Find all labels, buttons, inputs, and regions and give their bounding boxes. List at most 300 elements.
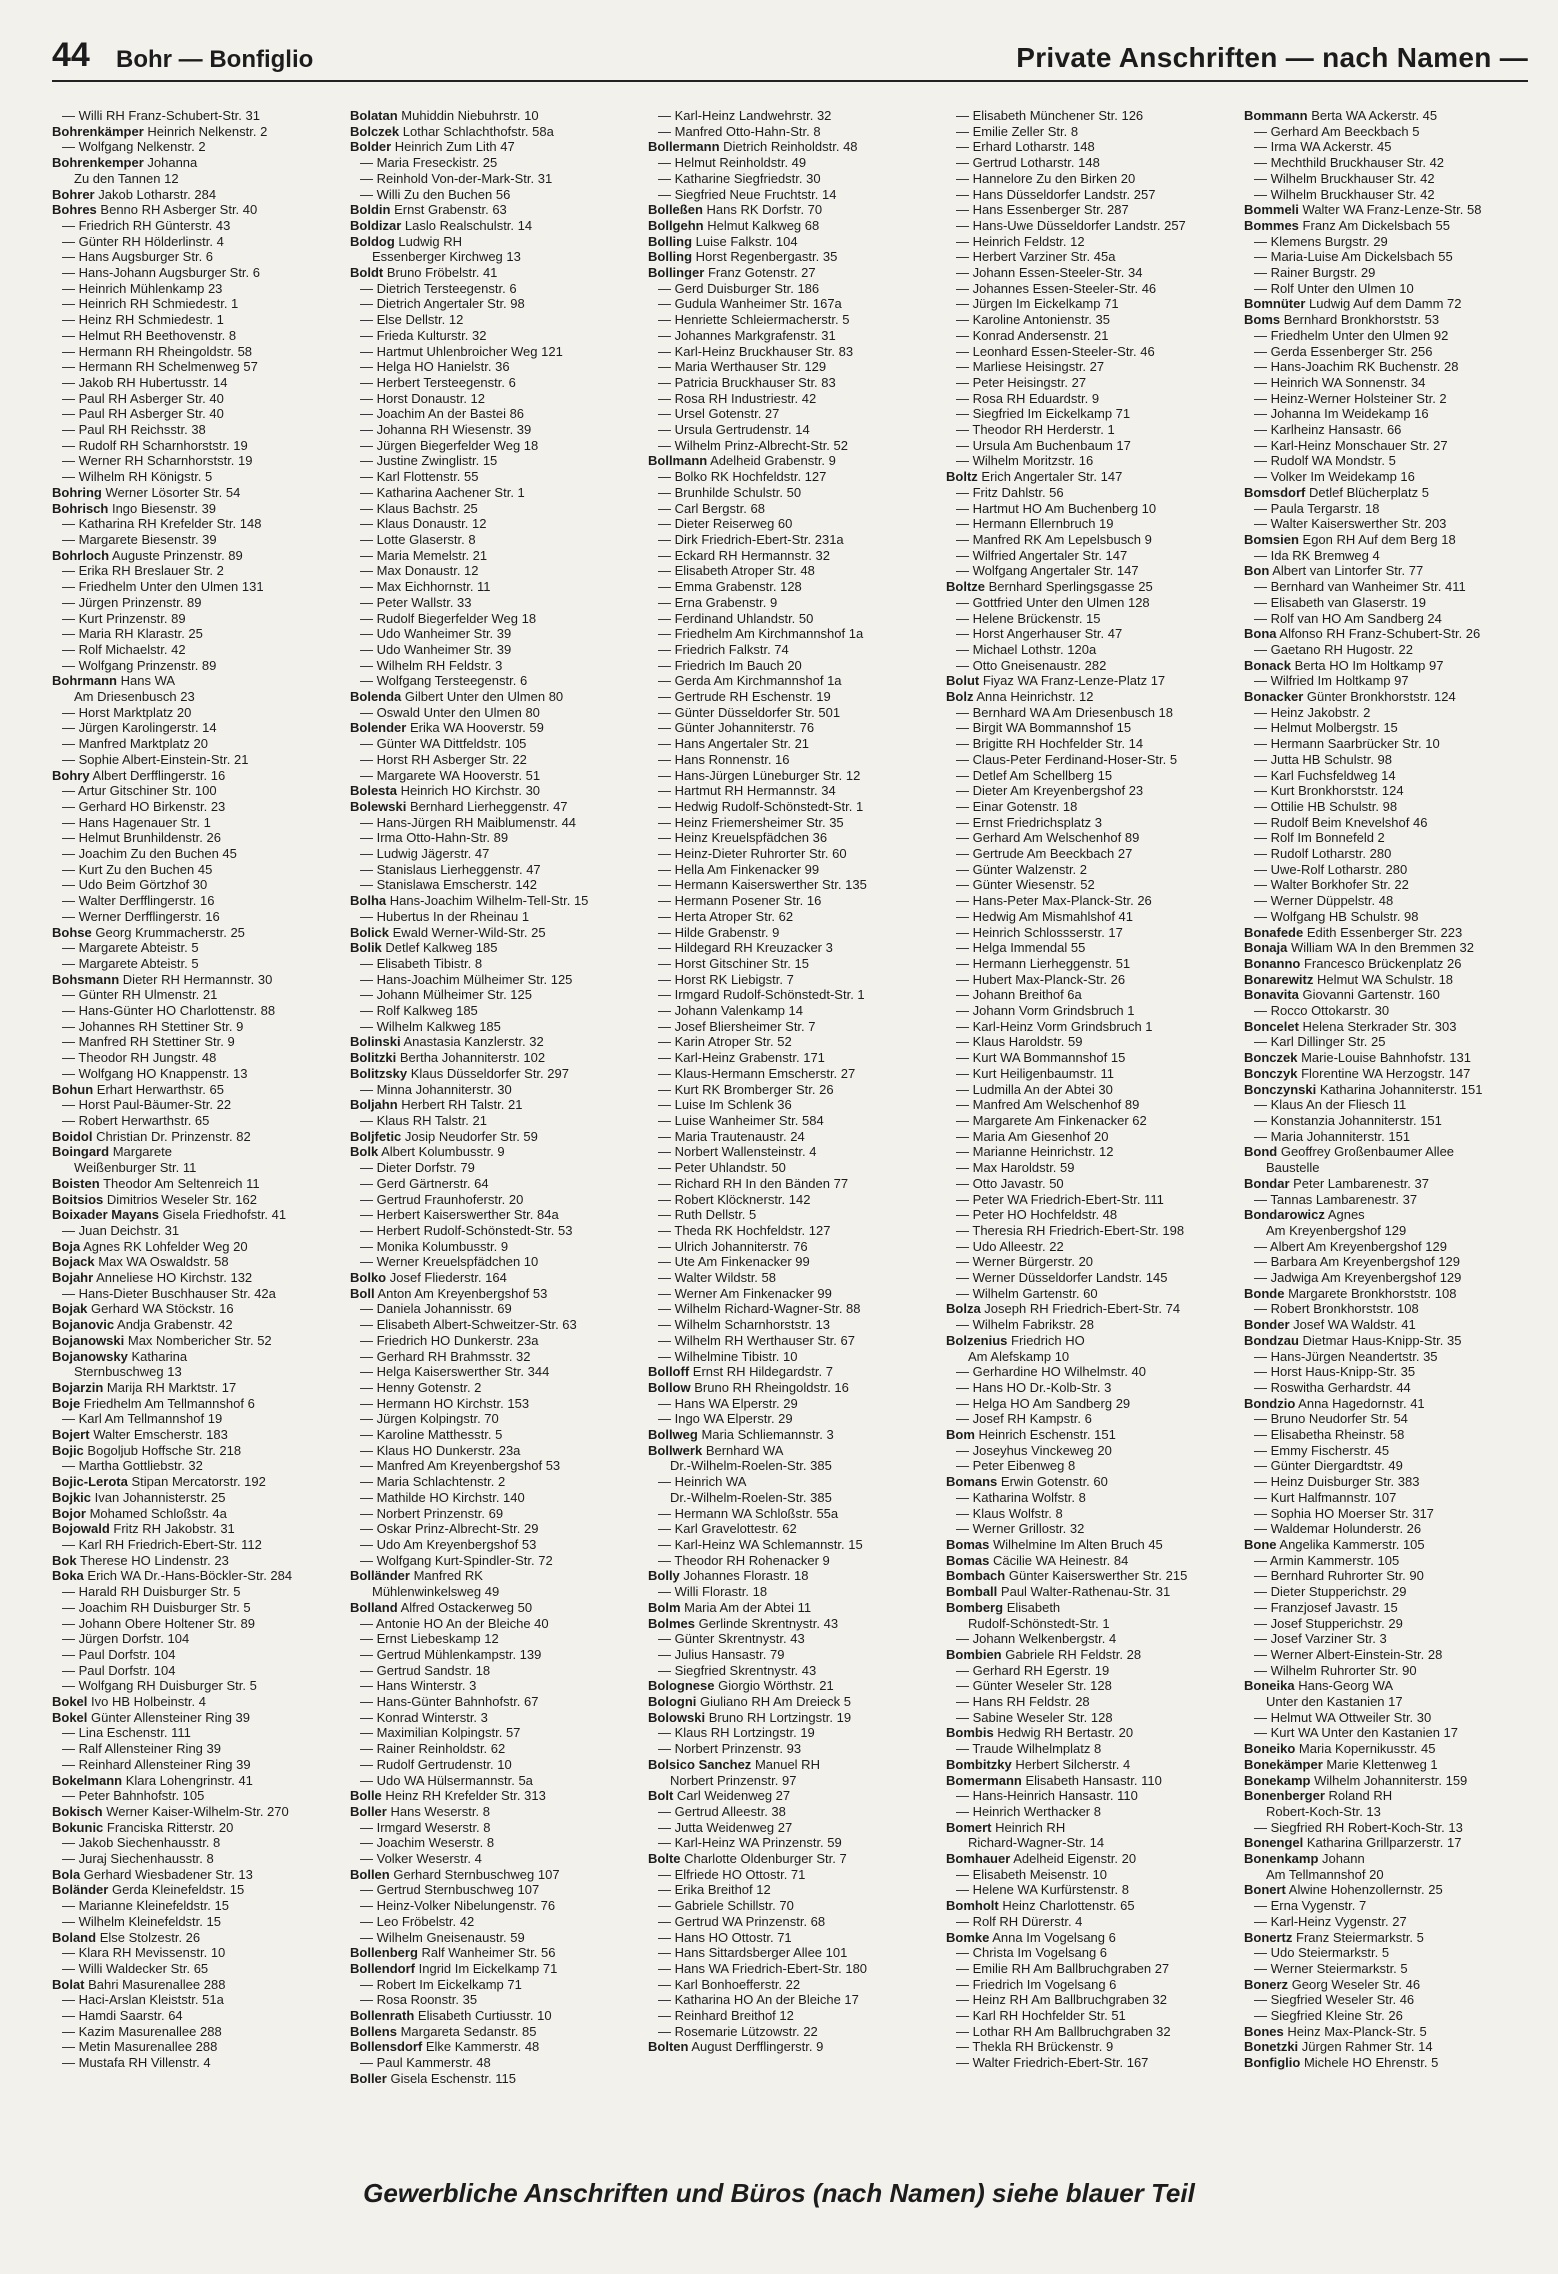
directory-entry [350, 328, 634, 344]
entry-details: — Robert Herwarthstr. 65 [62, 1113, 210, 1128]
directory-entry [648, 893, 932, 909]
directory-entry [350, 202, 634, 218]
directory-entry [52, 1192, 336, 1208]
directory-entry [52, 1694, 336, 1710]
directory-entry [350, 2055, 634, 2071]
entry-details: — Else Dellstr. 12 [360, 312, 464, 328]
directory-entry [648, 909, 932, 925]
directory-entry [1244, 234, 1528, 250]
directory-entry [946, 234, 1230, 250]
directory-entry [1244, 1741, 1528, 1757]
entry-details: — Erhard Lotharstr. 148 [956, 139, 1095, 155]
directory-entry [52, 438, 336, 454]
directory-entry [52, 1710, 336, 1726]
entry-details: Josef WA Waldstr. 41 [1293, 1317, 1416, 1333]
directory-entry [350, 799, 634, 815]
entry-details: Detlef Blücherplatz 5 [1309, 484, 1429, 500]
surname: Bondar [1244, 1175, 1290, 1191]
directory-entry [648, 1380, 932, 1396]
directory-entry [350, 1207, 634, 1223]
directory-entry [350, 124, 634, 140]
entry-details: — Rudolf Lotharstr. 280 [1254, 846, 1392, 862]
entry-details: — Ottilie HB Schulstr. 98 [1254, 798, 1398, 814]
surname: Bojkic [52, 1489, 92, 1505]
entry-details: — Jutta HB Schulstr. 98 [1254, 751, 1393, 767]
directory-entry [52, 1568, 336, 1584]
entry-details: Joseph RH Friedrich-Ebert-Str. 74 [984, 1301, 1181, 1317]
entry-details: — Jakob Siechenhausstr. 8 [62, 1835, 221, 1851]
directory-entry [1244, 1474, 1528, 1490]
entry-details: — Josef Bliersheimer Str. 7 [658, 1018, 816, 1034]
entry-details: — Elisabeth Atroper Str. 48 [658, 563, 815, 579]
surname: Boll [350, 1285, 375, 1301]
directory-entry [648, 1034, 932, 1050]
directory-entry [1244, 689, 1528, 705]
entry-details: Erwin Gotenstr. 60 [1000, 1474, 1108, 1490]
directory-entry [648, 1882, 932, 1898]
directory-entry [946, 1301, 1230, 1317]
surname: Boller [350, 2070, 387, 2086]
directory-entry [52, 548, 336, 564]
entry-details: — Klaus-Hermann Emscherstr. 27 [658, 1065, 856, 1081]
entry-details: — Peter Heisingstr. 27 [956, 374, 1087, 390]
directory-entry [350, 1600, 634, 1616]
directory-entry [1244, 1113, 1528, 1129]
directory-entry [1244, 218, 1528, 234]
directory-entry [350, 626, 634, 642]
entry-details: — Hermann WA Schloßstr. 55a [658, 1505, 839, 1521]
directory-entry [946, 1851, 1230, 1867]
entry-details: — Jürgen Dorfstr. 104 [62, 1631, 190, 1647]
directory-entry [946, 1207, 1230, 1223]
directory-entry [946, 1317, 1230, 1333]
directory-entry [648, 1176, 932, 1192]
entry-details: — Michael Lothstr. 120a [956, 641, 1097, 657]
entry-details: — Günter Johanniterstr. 76 [658, 720, 815, 736]
directory-entry [350, 1820, 634, 1836]
page-header [52, 36, 1528, 82]
directory-entry [1244, 124, 1528, 140]
directory-entry [1244, 1757, 1528, 1773]
entry-details: Georg Krummacherstr. 25 [95, 924, 245, 940]
entry-details: — Margarete WA Hooverstr. 51 [360, 767, 541, 783]
directory-entry [648, 1930, 932, 1946]
entry-details: — Gerda Essenberger Str. 256 [1254, 343, 1433, 359]
entry-details: — Einar Gotenstr. 18 [956, 798, 1078, 814]
entry-details: Gilbert Unter den Ulmen 80 [404, 689, 564, 705]
entry-details: — Hamdi Saarstr. 64 [62, 2008, 183, 2024]
entry-details: — Horst Angerhauser Str. 47 [956, 626, 1123, 642]
entry-details: — Hartmut Uhlenbroicher Weg 121 [360, 343, 563, 359]
directory-entry [350, 642, 634, 658]
surname: Bojic-Lerota [52, 1474, 128, 1490]
directory-entry [1244, 893, 1528, 909]
surname: Bonczek [1244, 1050, 1298, 1066]
directory-entry [350, 139, 634, 155]
directory-entry [52, 1396, 336, 1412]
directory-entry [350, 830, 634, 846]
directory-entry [1244, 1678, 1528, 1694]
directory-entry [52, 1003, 336, 1019]
directory-entry [350, 1113, 634, 1129]
directory-entry [52, 1490, 336, 1506]
directory-entry [946, 909, 1230, 925]
directory-entry [1244, 1050, 1528, 1066]
directory-entry [1244, 1411, 1528, 1427]
entry-details: — Gottfried Unter den Ulmen 128 [956, 594, 1150, 610]
entry-details: Bernhard Bronkhorststr. 53 [1283, 312, 1440, 328]
entry-details: — Wilhelm Kalkweg 185 [360, 1018, 501, 1034]
directory-entry [1244, 626, 1528, 642]
directory-entry [648, 2008, 932, 2024]
entry-details: — Maria Am Giesenhof 20 [956, 1128, 1109, 1144]
entry-details: — Werner Derfflingerstr. 16 [62, 908, 220, 924]
directory-entry [1244, 846, 1528, 862]
directory-entry [52, 281, 336, 297]
entry-details: — Udo Am Kreyenbergshof 53 [360, 1536, 537, 1552]
surname: Boljahn [350, 1097, 398, 1113]
directory-entry [52, 171, 336, 187]
directory-entry [1244, 1521, 1528, 1537]
directory-entry [946, 202, 1230, 218]
entry-details: Heinrich Nelkenstr. 2 [147, 123, 268, 139]
directory-entry [350, 752, 634, 768]
directory-entry [52, 736, 336, 752]
entry-details: — Heinrich Mühlenkamp 23 [62, 280, 223, 296]
surname: Bolenda [350, 689, 402, 705]
surname: Bondzio [1244, 1395, 1296, 1411]
directory-entry [350, 1616, 634, 1632]
directory-entry [946, 375, 1230, 391]
directory-entry [946, 2039, 1230, 2055]
directory-entry [946, 1019, 1230, 1035]
entry-details: — Rosa RH Industriestr. 42 [658, 390, 817, 406]
surname: Bolender [350, 720, 407, 736]
directory-entry [648, 1867, 932, 1883]
entry-details: — Max Donaustr. 12 [360, 563, 479, 579]
entry-details: — Rolf Im Bonnefeld 2 [1254, 830, 1385, 846]
entry-details: Theodor Am Seltenreich 11 [103, 1175, 260, 1191]
directory-entry [648, 391, 932, 407]
entry-details: Bruno RH Rheingoldstr. 16 [694, 1379, 849, 1395]
directory-entry [350, 987, 634, 1003]
surname: Bollow [648, 1379, 691, 1395]
entry-details: — Hans HO Dr.-Kolb-Str. 3 [956, 1379, 1112, 1395]
directory-entry [350, 1741, 634, 1757]
directory-entry [350, 1034, 634, 1050]
entry-details: — Wilhelm Moritzstr. 16 [956, 453, 1094, 469]
directory-entry [350, 1082, 634, 1098]
entry-details: — Margarete Abteistr. 5 [62, 955, 199, 971]
entry-details: — Johannes RH Stettiner Str. 9 [62, 1018, 244, 1034]
entry-details: — Manfred Am Kreyenbergshof 53 [360, 1458, 561, 1474]
directory-entry [52, 1411, 336, 1427]
directory-entry [1244, 1349, 1528, 1365]
directory-entry [350, 1050, 634, 1066]
directory-entry [946, 1804, 1230, 1820]
directory-entry [1244, 658, 1528, 674]
directory-entry [946, 328, 1230, 344]
entry-details: Max Nombericher Str. 52 [127, 1332, 272, 1348]
entry-details: — Udo Beim Görtzhof 30 [62, 877, 208, 893]
directory-entry [52, 909, 336, 925]
directory-entry [52, 1600, 336, 1616]
entry-details: — Heinz Friemersheimer Str. 35 [658, 814, 844, 830]
entry-details: Ingrid Im Eickelkamp 71 [418, 1960, 558, 1976]
directory-entry [350, 611, 634, 627]
directory-entry [350, 1694, 634, 1710]
entry-details: — Johann Valenkamp 14 [658, 1003, 804, 1019]
entry-details: — Antonie HO An der Bleiche 40 [360, 1615, 549, 1631]
directory-entry [1244, 485, 1528, 501]
directory-entry [946, 1741, 1230, 1757]
entry-details: — Frieda Kulturstr. 32 [360, 327, 487, 343]
entry-details: — Bruno Neudorfer Str. 54 [1254, 1411, 1408, 1427]
entry-details: — Johann Mülheimer Str. 125 [360, 987, 532, 1003]
entry-details: — Hildegard RH Kreuzacker 3 [658, 940, 833, 956]
entry-details: — Helmut Molbergstr. 15 [1254, 720, 1398, 736]
directory-entry [946, 1113, 1230, 1129]
directory-entry [350, 422, 634, 438]
directory-entry [1244, 1286, 1528, 1302]
directory-entry [946, 453, 1230, 469]
directory-entry [648, 1992, 932, 2008]
entry-details: — Willi Waldecker Str. 65 [62, 1960, 209, 1976]
directory-entry [1244, 1506, 1528, 1522]
directory-entry [648, 815, 932, 831]
directory-entry [350, 768, 634, 784]
entry-details: Anna Hagedornstr. 41 [1298, 1395, 1425, 1411]
surname: Bonczyk [1244, 1065, 1298, 1081]
entry-details: — Karl Gravelottestr. 62 [658, 1521, 797, 1537]
directory-entry [52, 1443, 336, 1459]
directory-entry [350, 1019, 634, 1035]
directory-entry [648, 720, 932, 736]
entry-details: Hedwig RH Bertastr. 20 [997, 1725, 1134, 1741]
directory-entry [1244, 736, 1528, 752]
surname: Bohry [52, 767, 90, 783]
entry-details: — Heinz RH Am Ballbruchgraben 32 [956, 1992, 1167, 2008]
surname: Bomke [946, 1929, 990, 1945]
directory-entry [946, 1961, 1230, 1977]
entry-details: — Walter Friedrich-Ebert-Str. 167 [956, 2055, 1149, 2071]
entry-details: — Hans-Jürgen RH Maiblumenstr. 44 [360, 814, 577, 830]
entry-details: — Hermann Ellernbruch 19 [956, 516, 1114, 532]
directory-entry [1244, 1192, 1528, 1208]
directory-entry [648, 1192, 932, 1208]
directory-entry [648, 563, 932, 579]
directory-entry [350, 1678, 634, 1694]
entry-details: — Ursula Gertrudenstr. 14 [658, 422, 810, 438]
entry-details: — Emma Grabenstr. 128 [658, 579, 802, 595]
directory-entry [52, 1992, 336, 2008]
directory-entry [648, 925, 932, 941]
surname: Bolten [648, 2039, 689, 2055]
directory-entry [1244, 1427, 1528, 1443]
entry-details: — Dieter Stupperichstr. 29 [1254, 1584, 1407, 1600]
directory-entry [946, 532, 1230, 548]
directory-entry [52, 218, 336, 234]
directory-entry [52, 862, 336, 878]
entry-details: — Wilhelm Kleinefeldstr. 15 [62, 1913, 221, 1929]
directory-entry [52, 956, 336, 972]
directory-entry [946, 1411, 1230, 1427]
directory-entry [52, 1223, 336, 1239]
entry-details: Ludwig RH [398, 233, 462, 249]
entry-details: — Udo Wanheimer Str. 39 [360, 641, 512, 657]
directory-entry [52, 1678, 336, 1694]
directory-entry [946, 422, 1230, 438]
directory-entry [946, 642, 1230, 658]
surname: Bollensdorf [350, 2039, 423, 2055]
entry-details: — Wolfgang Angertaler Str. 147 [956, 563, 1139, 579]
entry-details: Christian Dr. Prinzenstr. 82 [96, 1128, 251, 1144]
directory-entry [1244, 1600, 1528, 1616]
entry-details: — Werner Steiermarkstr. 5 [1254, 1960, 1408, 1976]
directory-entry [1244, 155, 1528, 171]
directory-entry [350, 1411, 634, 1427]
directory-entry [648, 1129, 932, 1145]
directory-entry [52, 1725, 336, 1741]
directory-entry [350, 1317, 634, 1333]
directory-entry [648, 281, 932, 297]
directory-entry [52, 877, 336, 893]
entry-details: — Karl-Heinz Landwehrstr. 32 [658, 108, 832, 123]
directory-entry [350, 1537, 634, 1553]
surname: Bolte [648, 1851, 681, 1867]
directory-entry [946, 1977, 1230, 1993]
directory-entry [648, 218, 932, 234]
directory-entry [946, 1663, 1230, 1679]
directory-entry [1244, 799, 1528, 815]
entry-details: — Herbert Rudolf-Schönstedt-Str. 53 [360, 1222, 573, 1238]
entry-details: Fritz RH Jakobstr. 31 [113, 1521, 235, 1537]
surname: Bokel [52, 1694, 88, 1710]
directory-entry [1244, 563, 1528, 579]
entry-details: — Irmgard Weserstr. 8 [360, 1819, 491, 1835]
entry-details: — Rosa Roonstr. 35 [360, 1992, 478, 2008]
entry-details: — Werner Grillostr. 32 [956, 1521, 1085, 1537]
directory-entry [648, 1427, 932, 1443]
surname: Boldog [350, 233, 395, 249]
directory-entry [946, 296, 1230, 312]
directory-entry [350, 453, 634, 469]
entry-details: — Klaus Donaustr. 12 [360, 516, 487, 532]
entry-details: Friedhelm Am Tellmannshof 6 [83, 1395, 255, 1411]
entry-details: — Waldemar Holunderstr. 26 [1254, 1521, 1422, 1537]
surname: Bojic [52, 1442, 84, 1458]
entry-details: Franz Am Dickelsbach 55 [1302, 217, 1450, 233]
entry-details: Peter Lambarenestr. 37 [1293, 1175, 1429, 1191]
directory-entry [946, 1914, 1230, 1930]
entry-details: — Joachim Zu den Buchen 45 [62, 846, 237, 862]
entry-details: — Heinrich RH Schmiedestr. 1 [62, 296, 239, 312]
surname: Bojanowski [52, 1332, 125, 1348]
entry-details: — Siegfried Im Eickelkamp 71 [956, 406, 1131, 422]
entry-details: — Hans-Johann Augsburger Str. 6 [62, 265, 261, 281]
entry-details: — Katharina RH Krefelder Str. 148 [62, 516, 262, 532]
directory-entry [1244, 1144, 1528, 1160]
entry-details: — Paul Kammerstr. 48 [360, 2055, 491, 2071]
entry-details: — Karl RH Friedrich-Ebert-Str. 112 [62, 1536, 262, 1552]
entry-details: — Günter Skrentnystr. 43 [658, 1631, 805, 1647]
surname: Boka [52, 1568, 84, 1584]
surname: Boncelet [1244, 1018, 1299, 1034]
entry-details: Albert Derfflingerstr. 16 [92, 767, 226, 783]
directory-entry [1244, 1223, 1528, 1239]
entry-details: — Katharina Wolfstr. 8 [956, 1489, 1086, 1505]
directory-entry [648, 1647, 932, 1663]
surname: Bommes [1244, 217, 1299, 233]
entry-details: — Friedrich HO Dunkerstr. 23a [360, 1332, 539, 1348]
directory-entry [1244, 516, 1528, 532]
directory-entry [350, 595, 634, 611]
directory-entry [52, 595, 336, 611]
entry-details: — Erna Vygenstr. 7 [1254, 1898, 1367, 1914]
entry-details: — Kurt Halfmannstr. 107 [1254, 1489, 1397, 1505]
directory-entry [350, 2008, 634, 2024]
directory-entry [1244, 1851, 1528, 1867]
entry-details: — Johannes Essen-Steeler-Str. 46 [956, 280, 1157, 296]
entry-details: Erhart Herwarthstr. 65 [96, 1081, 224, 1097]
entry-details: — Paul RH Asberger Str. 40 [62, 406, 224, 422]
directory-entry [350, 689, 634, 705]
entry-details: — Roswitha Gerhardstr. 44 [1254, 1379, 1411, 1395]
directory-entry [946, 673, 1230, 689]
entry-details: — Horst Marktplatz 20 [62, 704, 192, 720]
entry-details: — Emilie Zeller Str. 8 [956, 123, 1079, 139]
surname: Bolza [946, 1301, 981, 1317]
surname: Bonczynski [1244, 1081, 1317, 1097]
entry-details: Ernst Grabenstr. 63 [394, 202, 507, 218]
directory-entry [1244, 1333, 1528, 1349]
directory-entry [1244, 2008, 1528, 2024]
directory-entry [52, 1333, 336, 1349]
entry-details: — Hannelore Zu den Birken 20 [956, 170, 1136, 186]
directory-entry [350, 1443, 634, 1459]
entry-details: — Hans-Heinrich Hansastr. 110 [956, 1788, 1138, 1804]
directory-entry [946, 1144, 1230, 1160]
directory-entry [946, 1129, 1230, 1145]
entry-details: — Brigitte RH Hochfelder Str. 14 [956, 736, 1144, 752]
directory-entry [946, 1050, 1230, 1066]
directory-entry [946, 359, 1230, 375]
entry-details: Essenberger Kirchweg 13 [372, 249, 521, 265]
surname: Bohrisch [52, 500, 109, 516]
directory-entry [946, 485, 1230, 501]
directory-entry [648, 187, 932, 203]
entry-details: — Wilhelm Scharnhorststr. 13 [658, 1317, 830, 1333]
entry-details: Anastasia Kanzlerstr. 32 [403, 1034, 544, 1050]
entry-details: — Christa Im Vogelsang 6 [956, 1945, 1108, 1961]
entry-details: — Kurt Zu den Buchen 45 [62, 861, 213, 877]
directory-entry [946, 1898, 1230, 1914]
directory-entry [52, 1914, 336, 1930]
directory-entry [946, 1992, 1230, 2008]
directory-entry [648, 1411, 932, 1427]
entry-details: — Peter Bahnhofstr. 105 [62, 1788, 205, 1804]
entry-details: — Elisabeth Meisenstr. 10 [956, 1866, 1108, 1882]
entry-details: — Maria Memelstr. 21 [360, 547, 488, 563]
directory-entry [52, 359, 336, 375]
directory-entry [648, 595, 932, 611]
surname: Bomsien [1244, 531, 1299, 547]
entry-details: — Paul RH Reichsstr. 38 [62, 422, 206, 438]
surname: Bomsdorf [1244, 484, 1306, 500]
entry-details: Josip Neudorfer Str. 59 [404, 1128, 538, 1144]
entry-details: — Konstanzia Johanniterstr. 151 [1254, 1113, 1442, 1128]
entry-details: — Joachim Weserstr. 8 [360, 1835, 495, 1851]
